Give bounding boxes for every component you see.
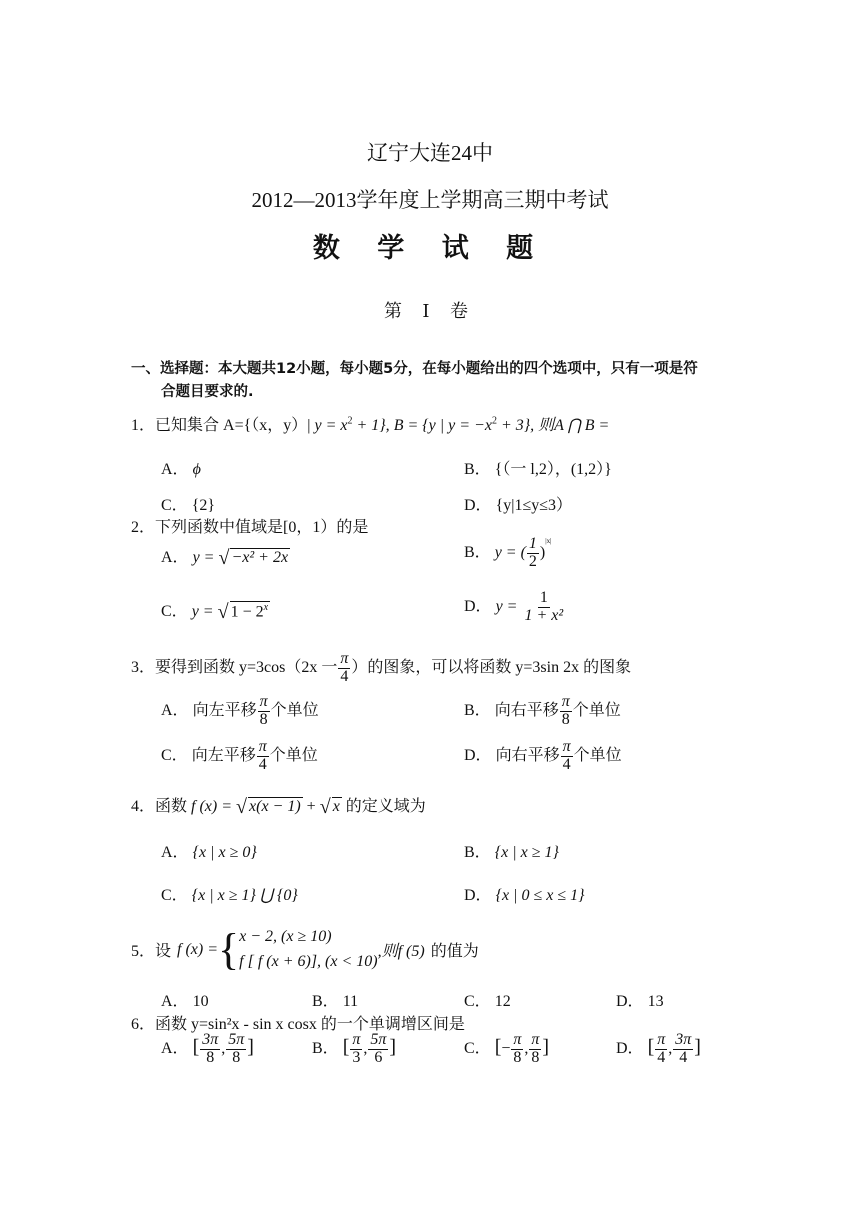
option-a [161,544,290,570]
option-label: B． [464,543,491,561]
denominator: 1 + x² [524,606,564,624]
denominator: 4 [657,1048,666,1066]
option-text: 个单位 [270,701,319,719]
volume-title: 第 Ⅰ 卷 [383,301,477,321]
denominator: 2 [528,552,537,570]
question-number: 4． [131,798,156,815]
option-b [464,456,612,479]
option-text: 10 [192,993,209,1010]
option-label: A． [161,549,189,566]
question-text: 要得到函数 y=3cos（2x 一 [155,658,338,676]
denominator: 8 [206,1048,215,1066]
radicand: −x² + 2x [231,549,289,566]
question-6 [131,1011,465,1034]
numerator: 3π [202,1031,219,1048]
question-number: 2． [131,519,156,536]
option-text: {x | x ≥ 1} [494,844,559,861]
option-text: {2} [191,497,216,514]
option-label: A． [161,844,189,861]
option-d [464,882,585,905]
fraction [338,651,350,686]
option-label: A． [161,1039,189,1057]
math-expression: y = [191,603,214,620]
option-text: 向左平移 [191,746,256,764]
denominator: 8 [513,1048,522,1066]
option-label: C． [464,1039,491,1057]
option-c [161,598,270,624]
math-expression: ) [539,543,546,561]
option-label: B． [464,701,491,719]
exponent: 2 [347,415,353,427]
exponent: |x| [545,536,552,545]
numerator: 1 [528,535,537,552]
option-text: 向右平移 [494,701,559,719]
option-label: A． [161,701,189,719]
option-text: {x | 0 ≤ x ≤ 1} [495,887,585,904]
piecewise-cases [239,925,377,975]
question-1 [131,412,609,435]
case-1: x − 2, (x ≥ 10) [239,928,332,945]
math-expression: + 1}, [356,417,390,434]
sqrt-sign: √ [218,547,230,569]
question-text: 已知集合 A={（x，y）| [155,417,311,434]
option-label: D． [464,746,492,764]
option-label: C． [161,887,188,904]
numerator: π [562,738,571,755]
question-5 [131,925,479,975]
question-text: 设 [155,943,172,961]
numerator: π [513,1031,522,1048]
option-text: 个单位 [572,701,621,719]
radicand: x(x − 1) [249,798,301,815]
exam-title: 2012—2013学年度上学期高三期中考试 [251,188,609,212]
option-text: {x | x ≥ 0} [192,844,257,861]
option-c [161,882,298,905]
option-text: 向左平移 [192,701,257,719]
math-expression: ,则f (5) [377,943,425,961]
exponent: 2 [491,415,497,427]
option-c: C． [− $\frac{\pi}{8}$ , $\frac{\pi}{8}$ ] [464,1031,550,1066]
numerator: π [531,1031,540,1048]
numerator: π [259,693,268,710]
option-label: D． [616,1039,644,1057]
option-label: B． [464,844,491,861]
math-expression: B = {y | y = −x [393,417,492,434]
option-d [464,739,622,774]
option-a [161,456,201,479]
option-text: 11 [342,993,359,1010]
option-c [161,492,215,515]
option-label: C． [161,497,188,514]
question-text: 函数 y=sin²x - sin x cosx 的一个单调增区间是 [155,1016,465,1033]
option-text: {y|1≤y≤3） [495,497,573,514]
math-expression: f (x) = [177,940,219,958]
option-a [161,988,209,1011]
option-text: 个单位 [573,746,622,764]
denominator: 4 [340,667,349,685]
question-4 [131,793,426,819]
numerator: π [340,650,349,667]
question-text: 的定义域为 [345,798,426,815]
math-expression: y = [192,549,215,566]
option-label: D． [616,993,644,1010]
question-2 [131,514,368,537]
option-text: 向右平移 [495,746,560,764]
radicand: x [332,798,340,815]
question-number: 3． [131,658,156,676]
section-heading-line2: 合题目要求的. [161,384,254,400]
option-label: C． [161,603,188,620]
denominator: 8 [259,710,268,728]
math-expression: y = [495,597,518,615]
option-label: B． [312,993,339,1010]
denominator: 4 [679,1048,688,1066]
math-expression: y = x [314,417,348,434]
option-label: C． [161,746,188,764]
question-text: 函数 [155,798,188,815]
denominator: 8 [232,1048,241,1066]
question-3 [131,651,631,686]
denominator: 8 [561,710,570,728]
denominator: 4 [562,755,571,773]
fraction [522,590,565,625]
numerator: 5π [370,1031,387,1048]
option-a: A． [ $\frac{3\pi}{8}$ , $\frac{5\pi}{8}$ ] [161,1031,254,1066]
option-label: A． [161,461,189,478]
numerator: π [657,1031,666,1048]
sqrt-sign: √ [217,601,229,623]
option-label: C． [464,993,491,1010]
option-label: A． [161,993,189,1010]
option-b [464,839,559,862]
option-b [312,988,358,1011]
option-d: D． [ $\frac{\pi}{4}$ , $\frac{3\pi}{4}$ ] [616,1031,701,1066]
math-expression: f (x) = [191,798,233,815]
numerator: π [561,693,570,710]
option-a [161,694,319,729]
option-a [161,839,257,862]
option-text: 个单位 [269,746,318,764]
option-d [464,492,572,515]
numerator: 5π [228,1031,245,1048]
left-brace: { [218,924,240,974]
math-expression: + [306,798,316,815]
option-b [464,536,552,571]
option-label: D． [464,887,492,904]
option-b: B． [ $\frac{\pi}{3}$ , $\frac{5\pi}{6}$ ] [312,1031,397,1066]
denominator: 3 [352,1048,361,1066]
option-label: B． [464,461,491,478]
option-text: {（一 l,2），(1,2）} [494,461,612,478]
case-2: f [ f (x + 6)], (x < 10) [239,952,378,970]
option-c [161,739,318,774]
question-text: ）的图象，可以将函数 y=3sin 2x 的图象 [351,658,632,676]
math-expression: y = ( [494,543,526,561]
radicand [230,601,270,621]
numerator: π [258,738,267,755]
numerator: 1 [539,589,548,606]
fraction [560,694,572,729]
option-b [464,694,621,729]
school-title: 辽宁大连24中 [367,141,493,165]
fraction [561,739,573,774]
exponent: x [263,601,269,613]
option-d [616,988,664,1011]
question-number: 6． [131,1016,156,1033]
fraction [257,739,269,774]
sqrt-sign: √ [319,796,331,818]
radicand-text: 1 − 2 [230,603,264,620]
fraction [258,694,270,729]
option-text: 12 [494,993,511,1010]
option-c [464,988,511,1011]
question-number: 5． [131,943,156,961]
question-text: 的值为 [430,943,479,961]
option-text: 13 [647,993,664,1010]
denominator: 8 [531,1048,540,1066]
math-expression: 则A ⋂ B = [538,417,610,434]
option-text: ϕ [192,461,201,478]
denominator: 6 [374,1048,383,1066]
math-expression: + 3}, [500,417,535,434]
denominator: 4 [258,755,267,773]
question-text: 下列函数中值域是[0，1）的是 [155,519,369,536]
section-heading-line1: 一、选择题：本大题共12小题，每小题5分，在每小题给出的四个选项中，只有一项是符 [131,361,698,377]
option-text: {x | x ≥ 1} ⋃ {0} [191,887,298,904]
option-label: B． [312,1039,339,1057]
sqrt-sign: √ [236,796,248,818]
option-label: D． [464,497,492,514]
numerator: π [352,1031,361,1048]
question-number: 1． [131,417,156,434]
numerator: 3π [675,1031,692,1048]
option-d [464,590,566,625]
option-label: D． [464,597,492,615]
fraction [527,536,539,571]
subject-title: 数 学 试 题 [312,233,548,264]
minus-sign: − [501,1039,511,1057]
